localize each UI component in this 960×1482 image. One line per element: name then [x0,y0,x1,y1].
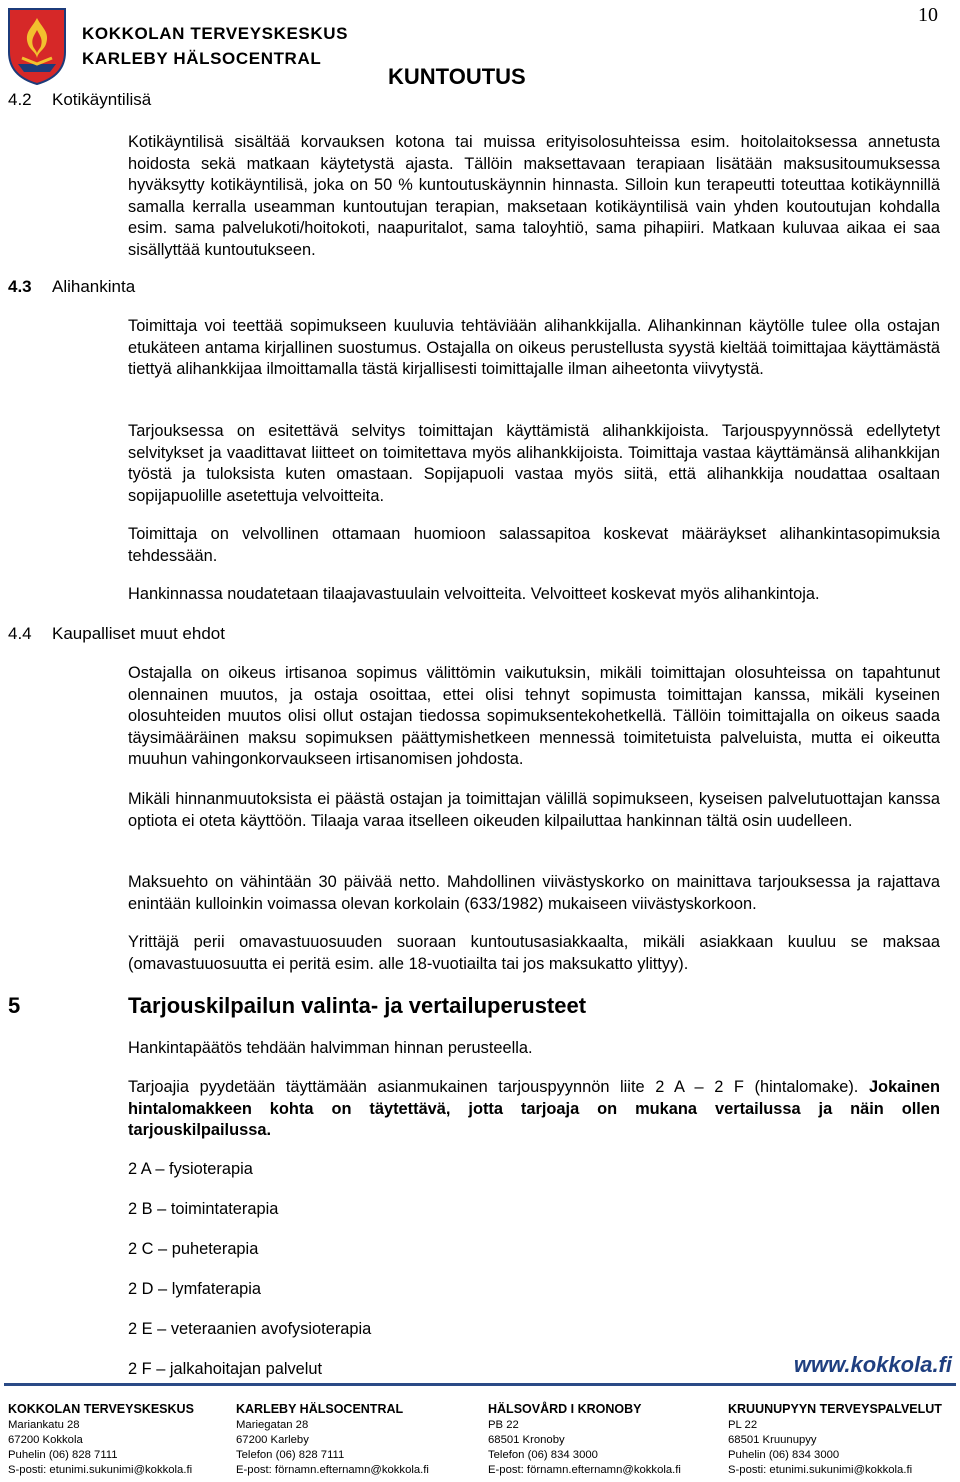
footer-column-karleby [236,1402,472,1478]
org-name-finnish: KOKKOLAN TERVEYSKESKUS [82,24,349,43]
section-title: Alihankinta [52,277,136,296]
section-number: 5 [8,993,21,1018]
section-number: 4.3 [8,277,32,296]
footer-email[interactable]: S-posti: etunimi.sukunimi@kokkola.fi [8,1464,193,1476]
footer-phone: Telefon (06) 834 3000 [488,1449,598,1461]
paragraph: Kotikäyntilisä sisältää korvauksen kotona tai muissa erityisolosuhteissa esim. hoitolaitoksessa annetusta hoidosta sekä matkaan käytetystä ajasta. Tällöin maksettavaan terapiaan lisätään maksusitoumuksessa hyväksytty kotikäyntilisä, joka on 50 % kuntoutuskäynnin hinnasta. Silloin kun terapeutti toteuttaa kotikäynnillä samalla kerralla useamman kuntoutujan terapian, maksetaan kotikäyntilisä vain yhden koutoutujan kohdalla esim. sama palvelukoti/hoitokoti, naapuritalot, sama taloyhtiö, sama pihapiiri. Matkaan kuluvaa aikaa ei saa sisällyttää kuntoutukseen. [128,133,940,259]
footer-column-title: KOKKOLAN TERVEYSKESKUS [8,1402,194,1416]
footer-column-kokkola [8,1402,244,1478]
section-heading-4-2 [8,90,151,110]
paragraph-emphasis: Jokainen hintalomakkeen kohta on täytettävä, jotta tarjoaja on mukana vertailussa ja näin ollen tarjouskilpailussa. [128,1078,940,1139]
website-link[interactable]: www.kokkola.fi [793,1352,952,1377]
footer-email[interactable]: S-posti: etunimi.sukunimi@kokkola.fi [728,1464,913,1476]
footer-phone: Puhelin (06) 834 3000 [728,1449,840,1461]
paragraph: Hankinnassa noudatetaan tilaajavastuulain velvoitteita. Velvoitteet koskevat myös alihankintoja. [128,585,820,603]
paragraph: Toimittaja on velvollinen ottamaan huomioon salassapitoa koskevat määräykset alihankintasopimuksia tehdessään. [128,525,940,565]
footer-postcode: 68501 Kruunupyy [728,1434,817,1446]
paragraph: Ostajalla on oikeus irtisanoa sopimus välittömin vaikutuksin, mikäli toimittajan olosuhteissa on tapahtunut olennainen muutos, ja ostaja osoittaa, ettei olisi tehnyt sopimusta toimittajan kanssa, mikäli kyseinen olosuhteiden muutos olisi ollut ostajan tiedossa sopimuksentekohetkellä. Tällöin toimittajalla on oikeus saada täysimääräinen maksu sopimuksen päättymishetkeen mennessä toimitetuista palveluista, mutta ei oikeutta muuhun vahingonkorvaukseen irtisanomisen johdosta. [128,664,940,768]
coat-of-arms-logo [6,6,68,86]
paragraph: Tarjouksessa on esitettävä selvitys toimittajan käyttämistä alihankkijoista. Tarjouspyynnössä edellytetyt selvitykset ja vaadittavat liitteet on toimitettava myös alihankkijoista. Toimittaja vastaa käyttämänsä alihankkijan työstä ja tuloksista kuten omastaan. Sopijapuoli vastaa myös siitä, että alihankkija noudattaa osaltaan sopijapuolille asetettuja velvoitteita. [128,422,940,505]
org-name-swedish: KARLEBY HÄLSOCENTRAL [82,49,322,68]
footer-postcode: 68501 Kronoby [488,1434,565,1446]
section-heading-4-3 [8,277,135,297]
section-number: 4.4 [8,624,32,643]
footer-phone: Puhelin (06) 828 7111 [8,1449,118,1461]
footer-column-title: KARLEBY HÄLSOCENTRAL [236,1402,404,1416]
footer-address: Mariegatan 28 [236,1419,309,1431]
footer-email[interactable]: E-post: förnamn.efternamn@kokkola.fi [488,1464,681,1476]
paragraph: Maksuehto on vähintään 30 päivää netto. Mahdollinen viivästyskorko on mainittava tarjouksessa ja rajattava enintään kulloinkin voimassa olevan korkolain (633/1982) mukaiseen viivästyskorkoon. [128,873,940,913]
section-heading-4-4 [8,624,225,644]
section-number: 4.2 [8,90,32,109]
footer-postcode: 67200 Karleby [236,1434,309,1446]
footer-address: PB 22 [488,1419,519,1431]
footer-column-kronoby [488,1402,724,1478]
paragraph [128,1077,940,1142]
footer-postcode: 67200 Kokkola [8,1434,83,1446]
section-title: Kaupalliset muut ehdot [52,624,225,643]
list-item: 2 F – jalkahoitajan palvelut [128,1360,323,1378]
paragraph: Mikäli hinnanmuutoksista ei päästä ostajan ja toimittajan välillä sopimukseen, kyseisen palvelutuottajan kanssa optiota ei oteta käyttöön. Tilaaja varaa itselleen oikeuden kilpailuttaa hankinnan tältä osin uudelleen. [128,790,940,830]
footer-column-title: HÄLSOVÅRD I KRONOBY [488,1402,642,1416]
paragraph: Toimittaja voi teettää sopimukseen kuuluvia tehtäviään alihankkijalla. Alihankinnan käytölle tulee olla ostajan etukäteen antama kirjallinen suostumus. Ostajalla on oikeus perustellusta syystä kieltää toimittajaa käyttämästä tiettyä alihankkijaa ilmoittamalla tästä kirjallisesti toimittajalle ilman aiheetonta viivytystä. [128,317,940,378]
footer-phone: Telefon (06) 828 7111 [236,1449,345,1461]
section-title: Tarjouskilpailun valinta- ja vertailuperusteet [128,993,587,1018]
section-heading-5 [8,993,586,1019]
list-item: 2 A – fysioterapia [128,1160,253,1178]
document-title: KUNTOUTUS [388,64,526,89]
paragraph-text: Tarjoajia pyydetään täyttämään asianmukainen tarjouspyynnön liite 2 A – 2 F (hintalomake). [128,1078,869,1096]
list-item: 2 E – veteraanien avofysioterapia [128,1320,372,1338]
section-title: Kotikäyntilisä [52,90,152,109]
list-item: 2 C – puheterapia [128,1240,259,1258]
footer-address: Mariankatu 28 [8,1419,80,1431]
page-number: 10 [918,4,938,26]
list-item: 2 B – toimintaterapia [128,1200,279,1218]
paragraph: Yrittäjä perii omavastuuosuuden suoraan kuntoutusasiakkaalta, mikäli asiakkaan kuuluu se maksaa (omavastuuosuutta ei peritä esim. alle 18-vuotiailta tai jos maksukatto ylittyy). [128,933,940,973]
list-item: 2 D – lymfaterapia [128,1280,262,1298]
footer-address: PL 22 [728,1419,758,1431]
footer-column-kruunupyy [728,1402,960,1478]
paragraph: Hankintapäätös tehdään halvimman hinnan perusteella. [128,1039,533,1057]
footer-divider [4,1383,956,1386]
footer-column-title: KRUUNUPYYN TERVEYSPALVELUT [728,1402,942,1416]
footer-email[interactable]: E-post: förnamn.efternamn@kokkola.fi [236,1464,429,1476]
